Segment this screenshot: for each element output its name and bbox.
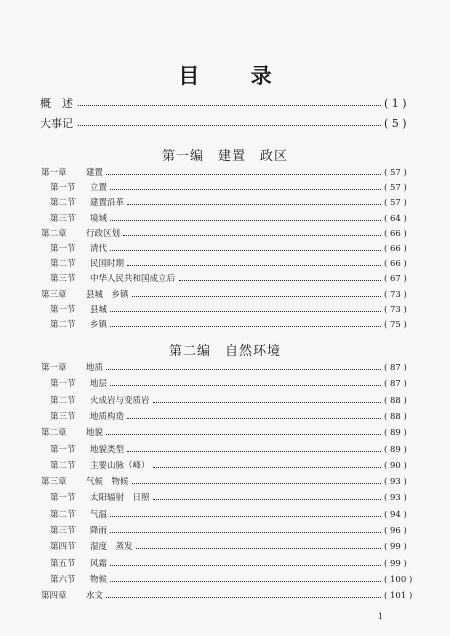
entry-label: 第二节 xyxy=(50,395,76,406)
entry-label: 第一节 xyxy=(50,183,76,194)
entry-label: 第三章 xyxy=(41,477,67,488)
dot-leader xyxy=(153,499,381,500)
entry-label: 第四节 xyxy=(50,542,76,553)
toc-section xyxy=(0,558,450,571)
entry-page: ( 87 ) xyxy=(384,379,407,390)
dot-leader xyxy=(127,204,381,205)
dot-leader xyxy=(123,235,381,236)
entry-title: 县城 乡镇 xyxy=(86,289,129,300)
toc-section xyxy=(0,509,450,522)
entry-title: 行政区划 xyxy=(86,228,121,239)
entry-label: 第三节 xyxy=(50,213,76,224)
entry-page: ( 100 ) xyxy=(384,574,413,585)
entry-label: 第二节 xyxy=(50,320,76,330)
dot-leader xyxy=(127,418,381,419)
entry-title: 风霜 xyxy=(90,558,108,569)
toc-chapter xyxy=(0,427,450,440)
entry-title: 中华人民共和国成立后 xyxy=(90,274,176,285)
toc-chapter xyxy=(0,362,450,375)
entry-page: ( 99 ) xyxy=(384,558,407,569)
toc-section xyxy=(0,411,450,424)
entry-label: 大事记 xyxy=(40,117,73,130)
entry-title: 乡镇 xyxy=(90,320,108,330)
entry-title: 境域 xyxy=(90,213,108,224)
entry-page: ( 88 ) xyxy=(384,395,407,406)
entry-label: 第二节 xyxy=(50,259,76,270)
entry-page: ( 57 ) xyxy=(384,168,407,178)
entry-title: 地质 xyxy=(86,363,104,373)
dot-leader xyxy=(132,296,381,297)
entry-page: ( 73 ) xyxy=(384,289,407,300)
entry-page: ( 90 ) xyxy=(384,460,407,471)
entry-title: 气温 xyxy=(90,509,108,520)
entry-title: 建置 xyxy=(86,168,104,178)
toc-chapter xyxy=(0,167,450,180)
page-title: 目 录 xyxy=(178,63,294,88)
dot-leader xyxy=(110,250,381,251)
toc-section xyxy=(0,273,450,286)
part-one-heading: 第一编 建置 政区 xyxy=(161,149,288,164)
entry-title: 火成岩与变质岩 xyxy=(90,395,150,406)
dot-leader xyxy=(110,565,381,566)
dot-leader xyxy=(106,369,381,370)
toc-chapter xyxy=(0,476,450,489)
dot-leader xyxy=(132,483,381,484)
dot-leader xyxy=(110,385,381,386)
entry-label: 第二节 xyxy=(50,460,76,471)
dot-leader xyxy=(110,311,381,312)
entry-title: 物候 xyxy=(90,574,108,585)
entry-page: ( 5 ) xyxy=(384,117,407,130)
entry-page: ( 101 ) xyxy=(384,591,413,602)
dot-leader xyxy=(78,125,381,126)
entry-label: 第一章 xyxy=(41,363,67,373)
entry-page: ( 57 ) xyxy=(384,183,407,194)
entry-title: 清代 xyxy=(90,244,108,254)
entry-page: ( 94 ) xyxy=(384,509,407,520)
toc-section xyxy=(0,213,450,226)
entry-label: 第二章 xyxy=(41,228,67,239)
toc-section xyxy=(0,243,450,256)
toc-section xyxy=(0,460,450,473)
entry-title: 县城 xyxy=(90,304,108,315)
toc-entry xyxy=(0,96,450,112)
entry-title: 降雨 xyxy=(90,526,108,536)
toc-entry xyxy=(0,116,450,132)
dot-leader xyxy=(78,105,381,106)
dot-leader xyxy=(110,516,381,517)
entry-title: 地貌类型 xyxy=(90,444,125,455)
toc-section xyxy=(0,304,450,317)
toc-section xyxy=(0,378,450,391)
dot-leader xyxy=(136,548,381,549)
entry-label: 第二节 xyxy=(50,509,76,520)
entry-title: 太阳辐射 日照 xyxy=(90,493,150,504)
dot-leader xyxy=(153,467,381,468)
toc-section xyxy=(0,258,450,271)
entry-page: ( 89 ) xyxy=(384,428,407,439)
entry-page: ( 67 ) xyxy=(384,274,407,285)
entry-page: ( 66 ) xyxy=(384,259,407,270)
toc-section xyxy=(0,444,450,457)
entry-page: ( 1 ) xyxy=(384,97,407,110)
toc-section xyxy=(0,541,450,554)
dot-leader xyxy=(110,189,381,190)
entry-title: 湿度 蒸发 xyxy=(90,542,133,553)
toc-section xyxy=(0,319,450,332)
toc-section xyxy=(0,197,450,210)
entry-title: 气候 物候 xyxy=(86,477,129,488)
entry-page: ( 96 ) xyxy=(384,526,407,536)
dot-leader xyxy=(110,220,381,221)
dot-leader xyxy=(110,581,381,582)
entry-page: ( 88 ) xyxy=(384,411,407,422)
dot-leader xyxy=(127,265,381,266)
dot-leader xyxy=(179,280,381,281)
toc-chapter xyxy=(0,590,450,603)
entry-page: ( 75 ) xyxy=(384,320,407,330)
toc-section xyxy=(0,525,450,538)
entry-page: ( 57 ) xyxy=(384,198,407,209)
entry-page: ( 66 ) xyxy=(384,228,407,239)
entry-page: ( 89 ) xyxy=(384,444,407,455)
entry-label: 第一节 xyxy=(50,493,76,504)
entry-page: ( 73 ) xyxy=(384,304,407,315)
entry-title: 地质构造 xyxy=(90,411,125,422)
entry-title: 水文 xyxy=(86,591,104,602)
entry-label: 第三章 xyxy=(41,289,67,300)
entry-label: 第四章 xyxy=(41,591,67,602)
toc-section xyxy=(0,395,450,408)
toc-chapter xyxy=(0,228,450,241)
entry-title: 主要山脉（峰） xyxy=(90,460,150,471)
toc-section xyxy=(0,574,450,587)
entry-label: 第五节 xyxy=(50,558,76,569)
entry-label: 第三节 xyxy=(50,274,76,285)
entry-page: ( 93 ) xyxy=(384,477,407,488)
entry-title: 地貌 xyxy=(86,428,104,439)
entry-label: 第一章 xyxy=(41,168,67,178)
dot-leader xyxy=(106,174,381,175)
dot-leader xyxy=(127,451,381,452)
entry-label: 第三节 xyxy=(50,526,76,536)
page-number: 1 xyxy=(378,612,384,621)
entry-label: 第一节 xyxy=(50,444,76,455)
toc-chapter xyxy=(0,289,450,302)
part-two-heading: 第二编 自然环境 xyxy=(168,344,281,359)
toc-section xyxy=(0,492,450,505)
entry-label: 第一节 xyxy=(50,244,76,254)
entry-page: ( 66 ) xyxy=(384,244,407,254)
entry-label: 第二章 xyxy=(41,428,67,439)
entry-title: 立置 xyxy=(90,183,108,194)
entry-label: 第二节 xyxy=(50,198,76,209)
entry-label: 概 述 xyxy=(40,97,73,110)
toc-section xyxy=(0,182,450,195)
entry-page: ( 87 ) xyxy=(384,363,407,373)
entry-page: ( 99 ) xyxy=(384,542,407,553)
dot-leader xyxy=(110,326,381,327)
entry-page: ( 93 ) xyxy=(384,493,407,504)
dot-leader xyxy=(106,597,381,598)
entry-title: 民国时期 xyxy=(90,259,125,270)
dot-leader xyxy=(153,402,381,403)
entry-label: 第一节 xyxy=(50,304,76,315)
entry-label: 第三节 xyxy=(50,411,76,422)
entry-label: 第六节 xyxy=(50,574,76,585)
entry-title: 地层 xyxy=(90,379,108,390)
entry-page: ( 64 ) xyxy=(384,213,407,224)
entry-title: 建置沿革 xyxy=(90,198,125,209)
dot-leader xyxy=(110,532,381,533)
dot-leader xyxy=(106,434,381,435)
entry-label: 第一节 xyxy=(50,379,76,390)
